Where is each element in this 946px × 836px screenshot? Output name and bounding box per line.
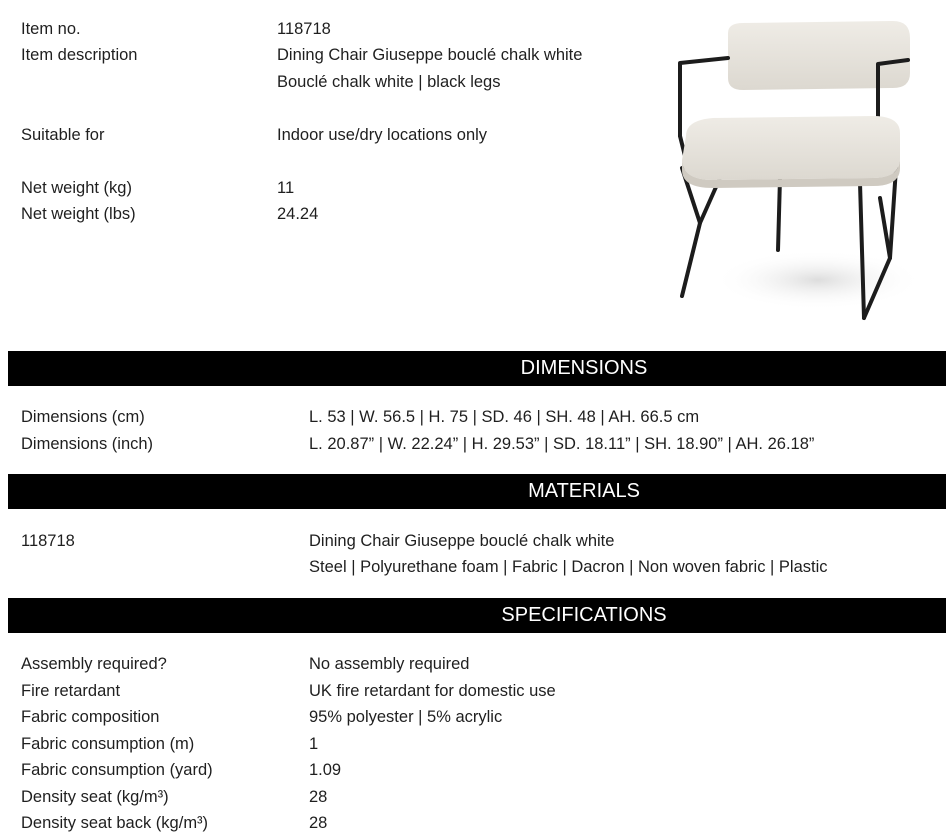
spec-value: No assembly required: [309, 655, 470, 673]
item-no-label: Item no.: [21, 20, 81, 38]
spec-value: 1: [309, 735, 319, 753]
suitable-for-label: Suitable for: [21, 126, 105, 144]
spec-label: Fabric consumption (yard): [21, 761, 213, 779]
net-weight-lbs-label: Net weight (lbs): [21, 205, 136, 223]
item-no-value: 118718: [277, 20, 331, 38]
materials-title: MATERIALS: [528, 480, 640, 502]
spec-value: 1.09: [309, 761, 342, 779]
dimensions-header-bar: [8, 351, 946, 386]
spec-label: Fabric consumption (m): [21, 735, 195, 753]
spec-value: UK fire retardant for domestic use: [309, 682, 556, 700]
suitable-for-value: Indoor use/dry locations only: [277, 126, 488, 144]
materials-header-bar: [8, 474, 946, 509]
dimensions-title: DIMENSIONS: [520, 357, 648, 379]
materials-name: Dining Chair Giuseppe bouclé chalk white: [309, 532, 615, 550]
spec-value: 95% polyester | 5% acrylic: [309, 708, 503, 726]
net-weight-kg-value: 11: [277, 179, 295, 197]
chair-back: [728, 21, 910, 90]
item-description-label: Item description: [21, 46, 138, 64]
spec-label: Fabric composition: [21, 708, 160, 726]
dimensions-cm-label: Dimensions (cm): [21, 408, 145, 426]
spec-value: 28: [309, 814, 328, 832]
specifications-title: SPECIFICATIONS: [501, 604, 667, 626]
spec-label: Fire retardant: [21, 682, 121, 700]
dining-chair-icon: [668, 18, 918, 328]
spec-label: Assembly required?: [21, 655, 167, 673]
dimensions-inch-label: Dimensions (inch): [21, 435, 154, 453]
dimensions-cm-value: L. 53 | W. 56.5 | H. 75 | SD. 46 | SH. 48 | AH. 66.5 cm: [309, 408, 700, 426]
materials-list: Steel | Polyurethane foam | Fabric | Dacron | Non woven fabric | Plastic: [309, 558, 828, 576]
spec-label: Density seat back (kg/m³): [21, 814, 209, 832]
dimensions-inch-value: L. 20.87” | W. 22.24” | H. 29.53” | SD. 18.11” | SH. 18.90” | AH. 26.18”: [309, 435, 815, 453]
chair-shadow: [713, 250, 918, 310]
materials-code: 118718: [21, 532, 75, 550]
specifications-header-bar: [8, 598, 946, 633]
item-description-line2: Bouclé chalk white | black legs: [277, 73, 501, 91]
item-description-line1: Dining Chair Giuseppe bouclé chalk white: [277, 46, 583, 64]
net-weight-kg-label: Net weight (kg): [21, 179, 132, 197]
spec-label: Density seat (kg/m³): [21, 788, 169, 806]
net-weight-lbs-value: 24.24: [277, 205, 319, 223]
chair-seat: [682, 116, 900, 180]
spec-value: 28: [309, 788, 328, 806]
